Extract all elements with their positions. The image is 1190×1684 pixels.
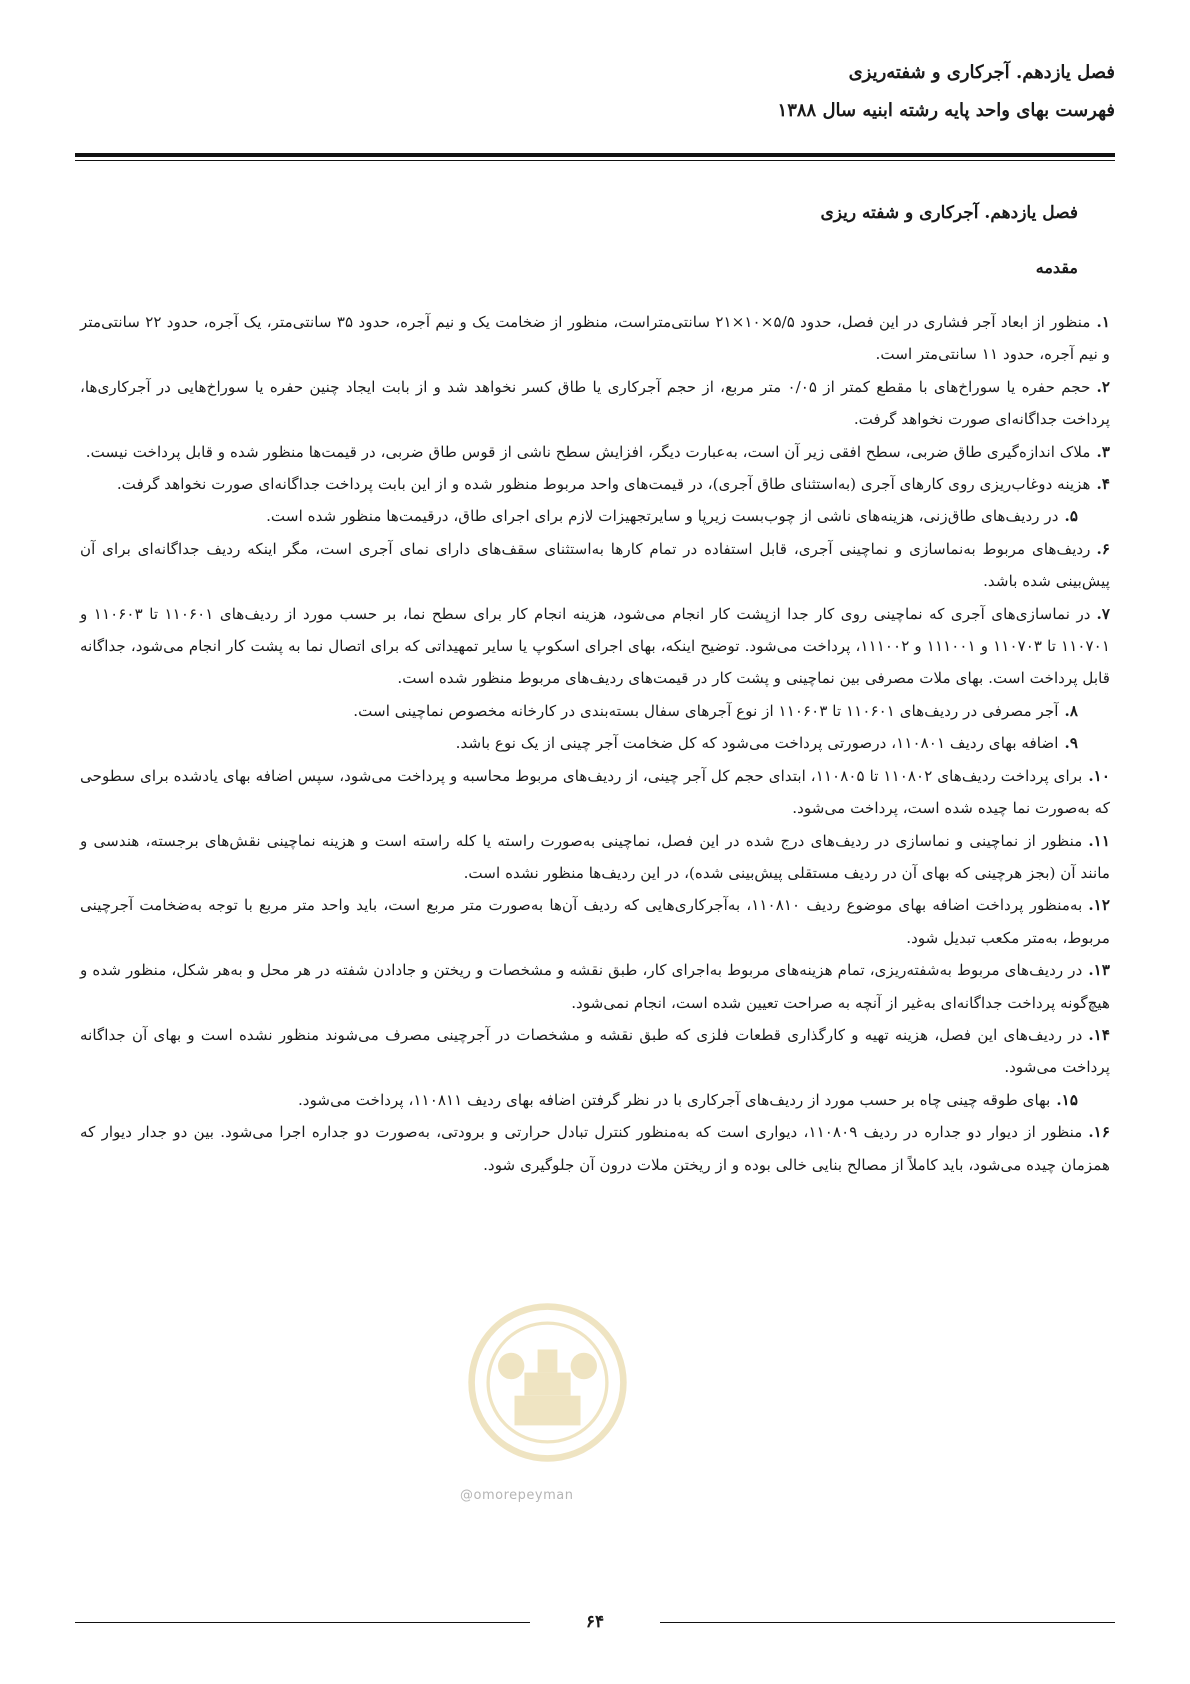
item-text: اضافه بهای ردیف ۱۱۰۸۰۱، درصورتی پرداخت می‌شود که کل ضخامت آجر چینی از یک نوع باشد. <box>455 734 1059 753</box>
header-divider-thick <box>75 153 1115 157</box>
list-item <box>80 306 1110 371</box>
item-text: برای پرداخت ردیف‌های ۱۱۰۸۰۲ تا ۱۱۰۸۰۵، ابتدای حجم کل آجر چینی، از ردیف‌های مربوط محاسبه و پرداخت می‌شود، سپس اضافه بهای یادشده برای سطوحی که به‌صورت نما چیده شده است، پرداخت می‌شود. <box>80 766 1110 818</box>
page-footer <box>75 1608 1115 1638</box>
item-number: ۱۲. <box>1088 896 1110 915</box>
item-number: ۱. <box>1096 313 1110 331</box>
item-text: آجر مصرفی در ردیف‌های ۱۱۰۶۰۱ تا ۱۱۰۶۰۳ از نوع آجرهای سفال بسته‌بندی در کارخانه مخصوص نماچینی است. <box>353 701 1059 720</box>
watermark-text: @omorepeyman <box>460 1488 574 1503</box>
item-text: منظور از نماچینی و نماسازی در ردیف‌های درج شده در این فصل، نماچینی به‌صورت راسته یا کله راسته است و هزینه نماچینی نقش‌های برجسته، هندسی و مانند آن (بجز هرچینی که بهای آن در ردیف مستقلی پیش‌بینی شده)، در این ردیف‌ها منظور نشده است. <box>80 831 1110 882</box>
item-number: ۱۰. <box>1088 766 1110 785</box>
item-number: ۵. <box>1064 507 1078 526</box>
item-text: به‌منظور پرداخت اضافه بهای موضوع ردیف ۱۱۰۸۱۰، به‌آجرکاری‌هایی که ردیف آن‌ها به‌صورت متر مربع است، باید واحد متر مربع با توجه به‌ضخامت آجرچینی مربوط، به‌متر مکعب تبدیل شود. <box>80 896 1110 947</box>
item-number: ۳. <box>1096 442 1110 461</box>
section-title: فصل یازدهم. آجرکاری و شفته ریزی <box>820 203 1078 223</box>
item-text: در نماسازی‌های آجری که نماچینی روی کار جدا ازپشت کار انجام می‌شود، هزینه انجام کار برای سطح نما، بر حسب مورد از ردیف‌های ۱۱۰۶۰۱ تا ۱۱۰۶۰۳ و ۱۱۰۷۰۱ تا ۱۱۰۷۰۳ و ۱۱۱۰۰۱ و ۱۱۱۰۰۲، پرداخت می‌شود. توضیح اینکه، بهای اجرای اسکوپ یا سایر تمهیداتی که برای اتصال نما به پشت کار انجام می‌شود، جداگانه قابل پرداخت است. بهای ملات مصرفی بین نماچینی و پشت کار در قیمت‌های ردیف‌های مربوط منظور شده است. <box>80 604 1110 688</box>
list-item <box>80 695 1110 727</box>
list-item <box>80 468 1110 500</box>
item-number: ۹. <box>1064 734 1078 753</box>
list-item <box>80 371 1110 436</box>
item-number: ۶. <box>1096 539 1110 558</box>
document-body <box>80 200 1110 1181</box>
list-item <box>80 500 1110 532</box>
page-header <box>75 60 1115 124</box>
list-item <box>80 760 1110 825</box>
item-number: ۱۶. <box>1088 1123 1110 1142</box>
list-item <box>80 889 1110 954</box>
item-text: ردیف‌های مربوط به‌نماسازی و نماچینی آجری، قابل استفاده در تمام کارها به‌استثنای سقف‌های دارای نمای آجری است، مگر اینکه ردیف جداگانه‌ای برای آن پیش‌بینی شده باشد. <box>80 539 1110 591</box>
item-number: ۷. <box>1096 604 1111 623</box>
item-text: بهای طوقه چینی چاه بر حسب مورد از ردیف‌های آجرکاری با در نظر گرفتن اضافه بهای ردیف ۱۱۰۸۱۱، پرداخت می‌شود. <box>297 1090 1051 1109</box>
item-number: ۲. <box>1096 377 1110 396</box>
item-text: حجم حفره یا سوراخ‌های با مقطع کمتر از ۰/۰۵ متر مربع، از حجم آجرکاری یا طاق کسر نخواهد شد و از بابت ایجاد چنین حفره یا سوراخ‌هایی در آجرکاری‌ها، پرداخت جداگانه‌ای صورت نخواهد گرفت. <box>80 377 1110 429</box>
introduction-title: مقدمه <box>1035 258 1078 277</box>
item-text: در ردیف‌های طاق‌زنی، هزینه‌های ناشی از چوب‌بست زیرپا و سایرتجهیزات لازم برای اجرای طاق، درقیمت‌ها منظور شده است. <box>266 507 1059 526</box>
price-list-header: فهرست بهای واحد پایه رشته ابنیه سال ۱۳۸۸ <box>777 100 1115 121</box>
list-item <box>80 825 1110 890</box>
item-text: در ردیف‌های مربوط به‌شفته‌ریزی، تمام هزینه‌های مربوط به‌اجرای کار، طبق نقشه و مشخصات و ریختن و جادادن شفته در هر محل و به‌هر شکل، منظور شده و هیچ‌گونه پرداخت جداگانه‌ای به‌غیر از آنچه به صراحت تعیین شده است، انجام نمی‌شود. <box>80 961 1110 1012</box>
list-item <box>80 436 1110 468</box>
item-text: هزینه دوغاب‌ریزی روی کارهای آجری (به‌استثنای طاق آجری)، در قیمت‌های واحد مربوط منظور شده و از این بابت پرداخت جداگانه‌ای صورت نخواهد گرفت. <box>116 475 1091 494</box>
item-number: ۱۵. <box>1056 1090 1078 1109</box>
item-text: منظور از دیوار دو جداره در ردیف ۱۱۰۸۰۹، دیواری است که به‌منظور کنترل تبادل حرارتی و برودتی، به‌صورت دو جداره اجرا می‌شود. بین دو جدار دیوار که همزمان چیده می‌شود، باید کاملاً از مصالح بنایی خالی بوده و از ریختن ملات درون آن جلوگیری شود. <box>80 1123 1110 1174</box>
list-item <box>80 533 1110 598</box>
item-number: ۸. <box>1064 701 1078 720</box>
list-item <box>80 598 1110 695</box>
watermark-logo-icon <box>465 1300 630 1465</box>
list-item <box>80 1084 1110 1116</box>
item-number: ۱۳. <box>1088 961 1110 980</box>
footer-divider-right <box>660 1622 1115 1623</box>
page-number: ۶۴ <box>585 1612 605 1632</box>
list-item <box>80 1116 1110 1181</box>
list-item <box>80 1019 1110 1084</box>
introduction-list <box>80 306 1110 1181</box>
list-item <box>80 954 1110 1019</box>
header-divider-thin <box>75 160 1115 161</box>
chapter-header: فصل یازدهم. آجرکاری و شفته‌ریزی <box>848 62 1115 83</box>
item-text: منظور از ابعاد آجر فشاری در این فصل، حدود ۵/۵×۱۰×۲۱ سانتی‌متراست، منظور از ضخامت یک و نیم آجره، حدود ۳۵ سانتی‌متر، یک آجره، حدود ۲۲ سانتی‌متر و نیم آجره، حدود ۱۱ سانتی‌متر است. <box>80 313 1110 364</box>
item-number: ۱۱. <box>1088 831 1110 850</box>
item-text: ملاک اندازه‌گیری طاق ضربی، سطح افقی زیر آن است، به‌عبارت دیگر، افزایش سطح ناشی از قوس طاق ضربی، در قیمت‌ها منظور شده و قابل پرداخت نیست. <box>85 442 1091 461</box>
list-item <box>80 727 1110 759</box>
item-text: در ردیف‌های این فصل، هزینه تهیه و کارگذاری قطعات فلزی که طبق نقشه و مشخصات در آجرچینی مصرف می‌شوند منظور نشده است و بهای آن جداگانه پرداخت می‌شود. <box>80 1025 1110 1077</box>
item-number: ۱۴. <box>1088 1025 1110 1044</box>
item-number: ۴. <box>1096 475 1110 494</box>
